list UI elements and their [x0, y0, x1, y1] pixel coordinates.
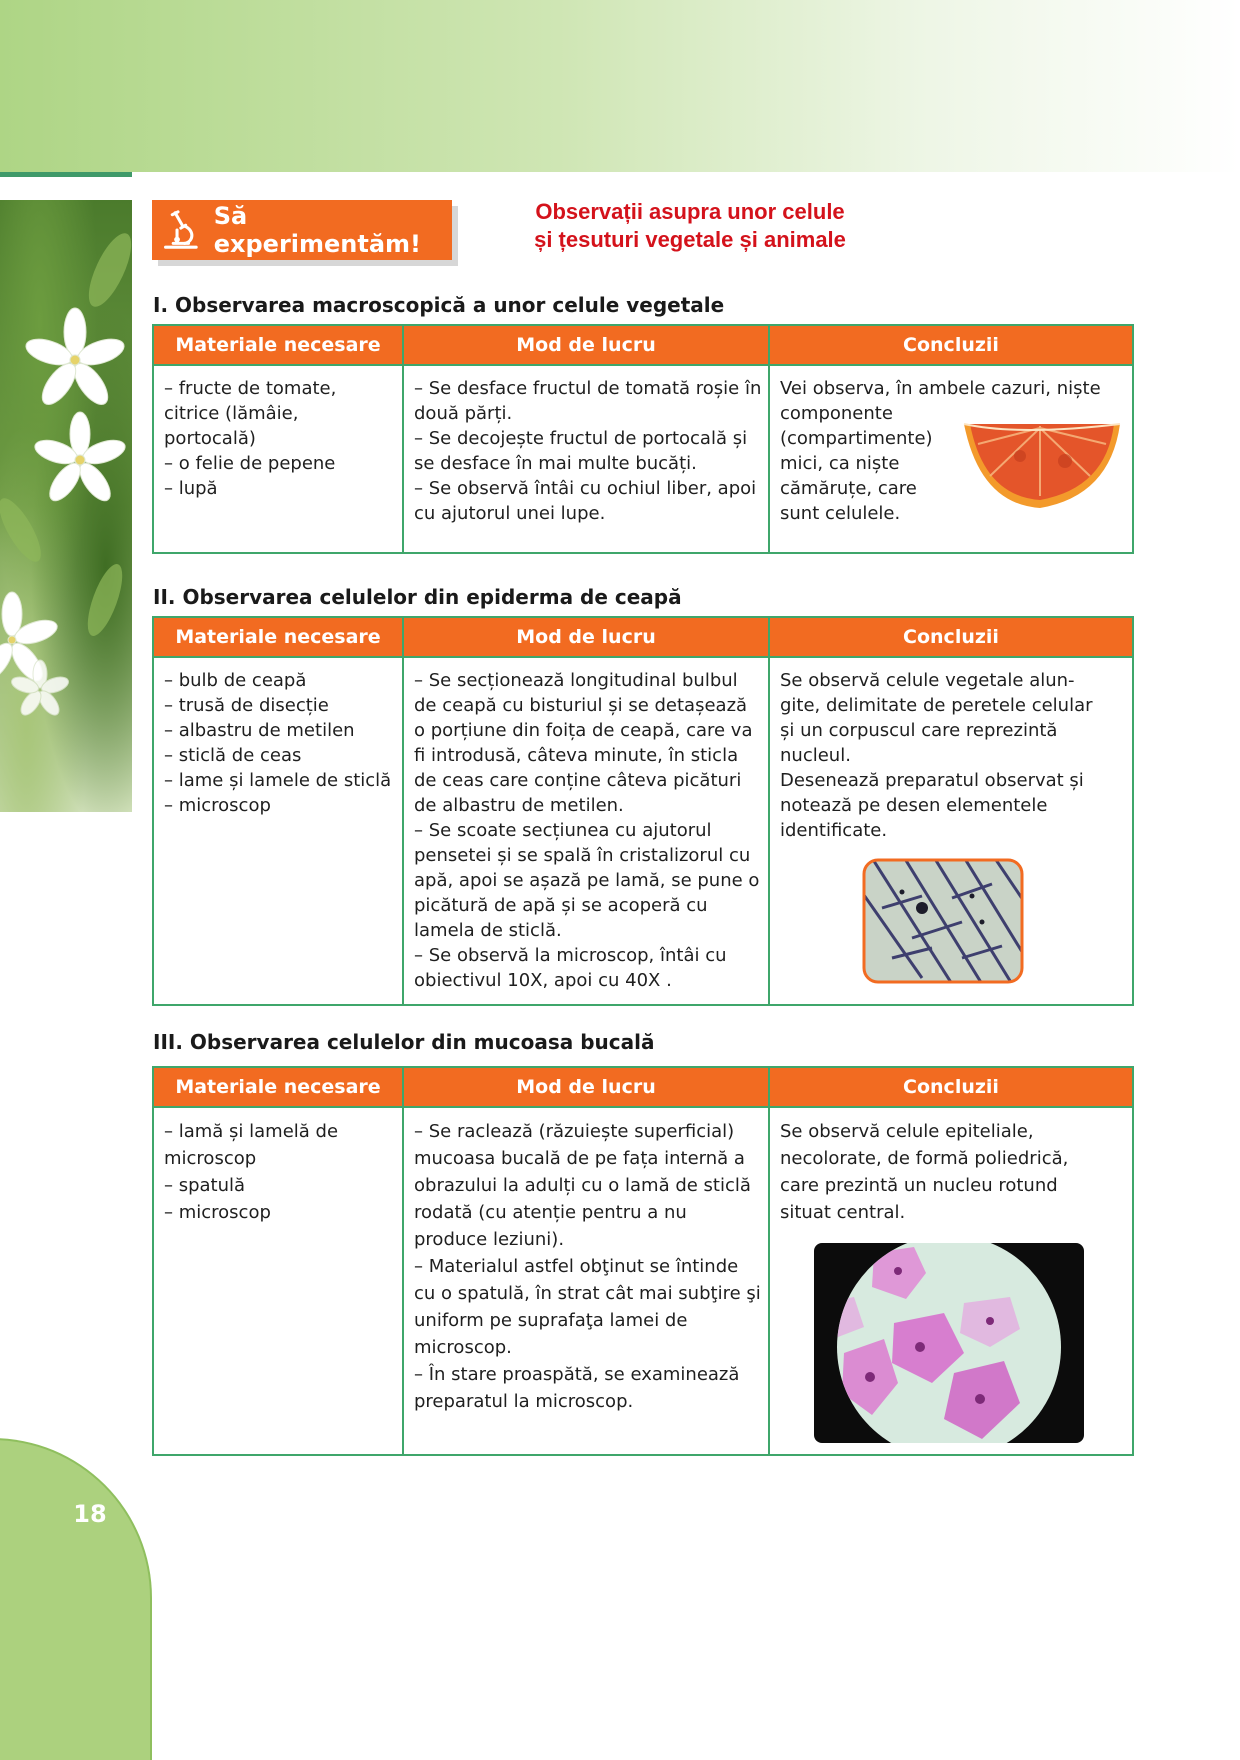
text-line: de albastru de metilen. — [414, 795, 624, 816]
text-line: – Materialul astfel obţinut se întinde — [414, 1256, 739, 1277]
text-line: se desface în mai multe bucăți. — [414, 453, 697, 474]
text-line: sunt celulele. — [780, 503, 901, 524]
table-header-row — [154, 618, 1132, 658]
section-title: III. Observarea celulelor din mucoasa bucală — [153, 1030, 655, 1054]
text-line: două părți. — [414, 403, 513, 424]
conclusions-cell — [770, 658, 1132, 1004]
conclusions-cell — [770, 1108, 1132, 1454]
page-corner-decoration — [0, 1438, 152, 1760]
materials-cell — [154, 1108, 404, 1454]
list-item: – microscop — [164, 1202, 271, 1223]
page-number: 18 — [73, 1500, 107, 1528]
list-item: – sticlă de ceas — [164, 745, 302, 766]
header-conclusions: Concluzii — [903, 334, 999, 356]
list-item: – fructe de tomate, — [164, 378, 337, 399]
section-title: II. Observarea celulelor din epiderma de ceapă — [153, 585, 682, 609]
header-procedure: Mod de lucru — [404, 618, 770, 656]
text-line: (compartimente) — [780, 428, 933, 449]
list-item: – lamă și lamelă de — [164, 1121, 339, 1142]
list-item: citrice (lămâie, — [164, 403, 299, 424]
text-line: mucoasa bucală de pe fața internă a — [414, 1148, 745, 1169]
text-line: Se observă celule vegetale alun- — [780, 670, 1075, 691]
conclusions-cell — [770, 366, 1132, 552]
text-line: Vei observa, în ambele cazuri, niște — [780, 378, 1101, 399]
section-title: I. Observarea macroscopică a unor celule vegetale — [153, 293, 725, 317]
text-line: preparatul la microscop. — [414, 1391, 634, 1412]
flower-decoration — [0, 200, 132, 812]
list-item: – trusă de disecție — [164, 695, 329, 716]
list-item: – lame și lamele de sticlă — [164, 770, 392, 791]
list-item: microscop — [164, 1148, 257, 1169]
list-item: – microscop — [164, 795, 271, 816]
text-line: cămăruțe, care — [780, 478, 917, 499]
text-line: – Se scoate secțiunea cu ajutorul — [414, 820, 712, 841]
experiment-badge — [152, 200, 452, 260]
list-item: portocală) — [164, 428, 256, 449]
text-line: microscop. — [414, 1337, 512, 1358]
text-line: Se observă celule epiteliale, — [780, 1121, 1034, 1142]
page-title — [500, 198, 880, 254]
text-line: – Se decojește fructul de portocală și — [414, 428, 748, 449]
header-band — [0, 0, 1240, 172]
materials-cell — [154, 658, 404, 1004]
procedure-cell — [404, 1108, 770, 1454]
table-row — [154, 366, 1132, 552]
text-line: componente — [780, 403, 893, 424]
text-line: – În stare proaspătă, se examinează — [414, 1364, 740, 1385]
title-line: și țesuturi vegetale și animale — [534, 227, 846, 252]
table-header-row — [154, 1068, 1132, 1108]
text-line: o porțiune din foița de ceapă, care va — [414, 720, 753, 741]
cheek-cells-micrograph — [814, 1243, 1084, 1443]
text-line: fi introdusă, câteva minute, în sticla — [414, 745, 739, 766]
list-item: – lupă — [164, 478, 218, 499]
text-line: nucleul. — [780, 745, 851, 766]
onion-cells-micrograph — [862, 858, 1024, 984]
text-line: uniform pe suprafaţa lamei de — [414, 1310, 688, 1331]
header-materials: Materiale necesare — [154, 326, 404, 364]
badge-label: Să experimentăm! — [213, 202, 422, 258]
microscope-icon — [156, 204, 206, 256]
text-line: lamela de sticlă. — [414, 920, 562, 941]
text-line: – Se observă la microscop, întâi cu — [414, 945, 727, 966]
table-row — [154, 658, 1132, 1004]
list-item: – bulb de ceapă — [164, 670, 307, 691]
text-line: cu ajutorul unei lupe. — [414, 503, 606, 524]
header-conclusions: Concluzii — [903, 1076, 999, 1098]
text-line: – Se secționează longitudinal bulbul — [414, 670, 738, 691]
text-line: rodată (cu atenție pentru a nu — [414, 1202, 687, 1223]
header-procedure: Mod de lucru — [404, 1068, 770, 1106]
materials-cell — [154, 366, 404, 552]
text-line: și un corpuscul care reprezintă — [780, 720, 1058, 741]
text-line: necolorate, de formă poliedrică, — [780, 1148, 1069, 1169]
text-line: obrazului la adulți cu o lamă de sticlă — [414, 1175, 751, 1196]
text-line: produce leziuni). — [414, 1229, 565, 1250]
header-materials: Materiale necesare — [154, 1068, 404, 1106]
header-conclusions: Concluzii — [903, 626, 999, 648]
list-item: – albastru de metilen — [164, 720, 355, 741]
header-materials: Materiale necesare — [154, 618, 404, 656]
title-line: Observații asupra unor celule — [535, 199, 845, 224]
text-line: pensetei și se spală în cristalizorul cu — [414, 845, 751, 866]
table-header-row — [154, 326, 1132, 366]
orange-slice-image — [960, 416, 1125, 516]
text-line: gite, delimitate de peretele celular — [780, 695, 1093, 716]
text-line: picătură de apă și se acoperă cu — [414, 895, 708, 916]
list-item: – o felie de pepene — [164, 453, 336, 474]
text-line: – Se observă întâi cu ochiul liber, apoi — [414, 478, 757, 499]
text-line: care prezintă un nucleu rotund — [780, 1175, 1058, 1196]
text-line: Desenează preparatul observat și — [780, 770, 1084, 791]
experiment-table — [152, 1066, 1134, 1456]
experiment-table — [152, 616, 1134, 1006]
text-line: de ceapă cu bisturiul și se detașează — [414, 695, 748, 716]
jasmine-flowers-photo — [0, 200, 132, 812]
text-line: identificate. — [780, 820, 888, 841]
text-line: de ceas care conține câteva picături — [414, 770, 742, 791]
procedure-cell — [404, 366, 770, 552]
text-line: situat central. — [780, 1202, 906, 1223]
experiment-table — [152, 324, 1134, 554]
header-procedure: Mod de lucru — [404, 326, 770, 364]
procedure-cell — [404, 658, 770, 1004]
text-line: – Se raclează (răzuiește superficial) — [414, 1121, 735, 1142]
text-line: – Se desface fructul de tomată roșie în — [414, 378, 762, 399]
text-line: notează pe desen elementele — [780, 795, 1048, 816]
text-line: apă, apoi se așază pe lamă, se pune o — [414, 870, 760, 891]
list-item: – spatulă — [164, 1175, 246, 1196]
text-line: obiectivul 10X, apoi cu 40X . — [414, 970, 672, 991]
table-row — [154, 1108, 1132, 1454]
header-divider — [0, 172, 132, 177]
text-line: cu o spatulă, în strat cât mai subţire şi — [414, 1283, 761, 1304]
text-line: mici, ca niște — [780, 453, 900, 474]
